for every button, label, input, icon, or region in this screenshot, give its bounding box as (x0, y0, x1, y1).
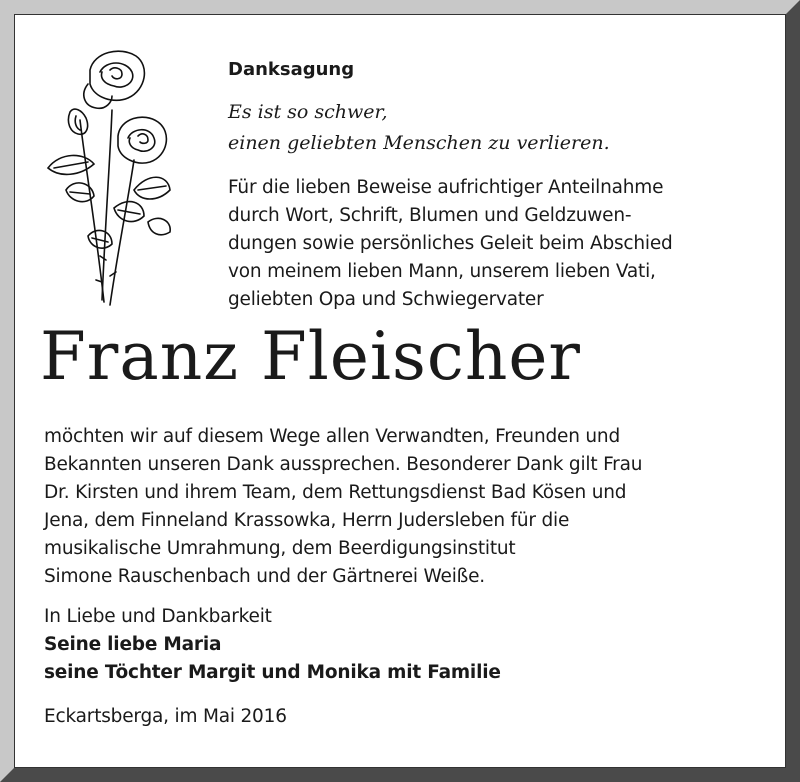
body-line: Bekannten unseren Dank aussprechen. Besonderer Dank gilt Frau (44, 454, 643, 475)
verse-line: Es ist so schwer, (228, 101, 388, 123)
closing-line: In Liebe und Dankbarkeit (44, 606, 272, 627)
intro-line: Für die lieben Beweise aufrichtiger Anteilnahme (228, 177, 664, 198)
intro-line: durch Wort, Schrift, Blumen und Geldzuwen- (228, 205, 632, 226)
body-line: möchten wir auf diesem Wege allen Verwandten, Freunden und (44, 426, 620, 447)
signer-line: Seine liebe Maria (44, 634, 222, 655)
roses-icon (40, 40, 180, 320)
place-date: Eckartsberga, im Mai 2016 (44, 706, 287, 727)
intro-line: von meinem lieben Mann, unserem lieben Vati, (228, 261, 656, 282)
deceased-name: Franz Fleischer (40, 318, 581, 395)
body-line: Jena, dem Finneland Krassowka, Herrn Judersleben für die (44, 510, 570, 531)
body-line: Simone Rauschenbach und der Gärtnerei Weiße. (44, 566, 485, 587)
verse-line: einen geliebten Menschen zu verlieren. (228, 132, 610, 154)
signer-line: seine Töchter Margit und Monika mit Familie (44, 662, 501, 683)
intro-line: dungen sowie persönliches Geleit beim Abschied (228, 233, 673, 254)
body-line: musikalische Umrahmung, dem Beerdigungsinstitut (44, 538, 516, 559)
body-line: Dr. Kirsten und ihrem Team, dem Rettungsdienst Bad Kösen und (44, 482, 627, 503)
intro-line: geliebten Opa und Schwiegervater (228, 289, 544, 310)
heading: Danksagung (228, 59, 355, 80)
